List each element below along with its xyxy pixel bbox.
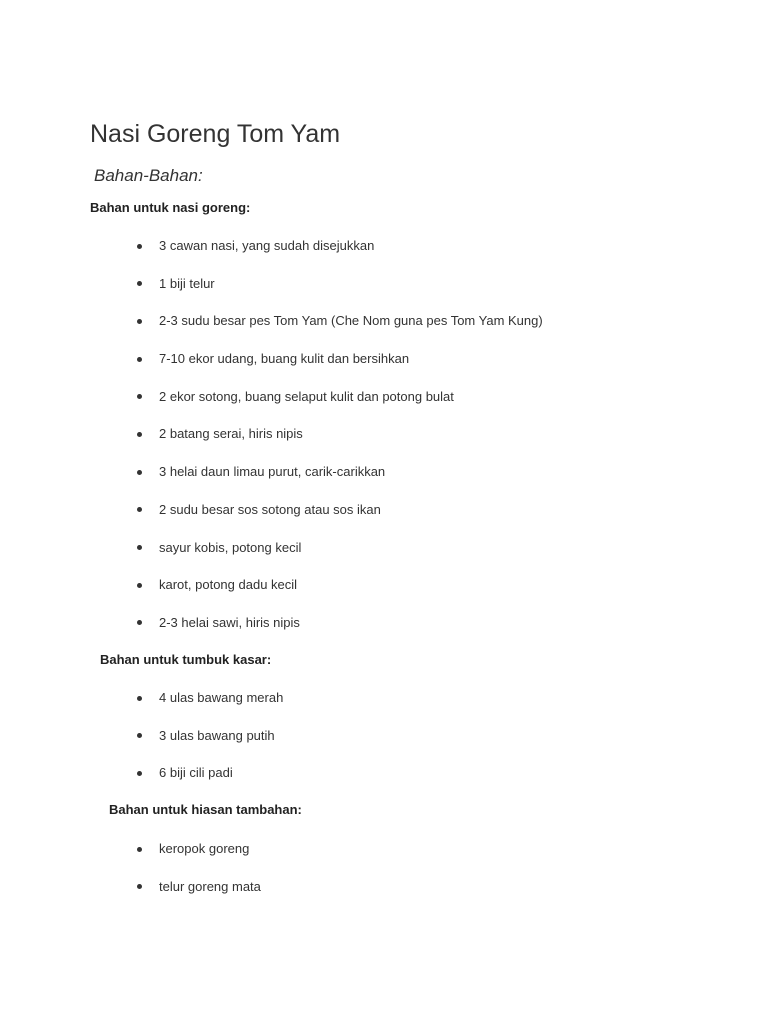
- ingredient-text: 2 ekor sotong, buang selaput kulit dan potong bulat: [159, 388, 454, 404]
- section-heading-fried-rice: Bahan untuk nasi goreng:: [90, 200, 251, 215]
- ingredients-subtitle: Bahan-Bahan:: [94, 166, 203, 185]
- bullet-icon: [136, 840, 142, 858]
- ingredient-text: 3 cawan nasi, yang sudah disejukkan: [159, 238, 375, 253]
- ingredient-text: keropok goreng: [159, 841, 250, 856]
- bullet-icon: [136, 727, 142, 745]
- ingredient-text: 1 biji telur: [159, 275, 215, 291]
- ingredient-text: 4 ulas bawang merah: [159, 690, 284, 705]
- ingredient-text: 3 helai daun limau purut, carik-carikkan: [159, 464, 386, 480]
- ingredient-text: karot, potong dadu kecil: [159, 577, 298, 593]
- bullet-icon: [136, 312, 142, 330]
- ingredient-text: 2 batang serai, hiris nipis: [159, 426, 303, 442]
- bullet-icon: [136, 764, 142, 782]
- bullet-icon: [136, 275, 142, 293]
- section-heading-pounded: Bahan untuk tumbuk kasar:: [100, 652, 272, 667]
- bullet-icon: [136, 501, 142, 519]
- bullet-icon: [136, 614, 142, 632]
- ingredient-text: 2-3 helai sawi, hiris nipis: [159, 614, 300, 630]
- bullet-icon: [136, 463, 142, 481]
- bullet-icon: [136, 878, 142, 896]
- ingredient-text: 7-10 ekor udang, buang kulit dan bersihkan: [159, 351, 410, 367]
- ingredient-text: 2-3 sudu besar pes Tom Yam (Che Nom guna pes Tom Yam Kung): [159, 313, 543, 329]
- recipe-title: Nasi Goreng Tom Yam: [90, 120, 341, 148]
- bullet-icon: [136, 237, 142, 255]
- ingredient-text: telur goreng mata: [159, 878, 261, 894]
- section-heading-garnish: Bahan untuk hiasan tambahan:: [109, 802, 302, 817]
- bullet-icon: [136, 539, 142, 557]
- ingredient-text: 3 ulas bawang putih: [159, 727, 275, 743]
- bullet-icon: [136, 576, 142, 594]
- bullet-icon: [136, 350, 142, 368]
- ingredient-text: sayur kobis, potong kecil: [159, 539, 302, 555]
- ingredient-text: 6 biji cili padi: [159, 765, 233, 781]
- ingredient-text: 2 sudu besar sos sotong atau sos ikan: [159, 501, 381, 517]
- bullet-icon: [136, 425, 142, 443]
- bullet-icon: [136, 689, 142, 707]
- bullet-icon: [136, 388, 142, 406]
